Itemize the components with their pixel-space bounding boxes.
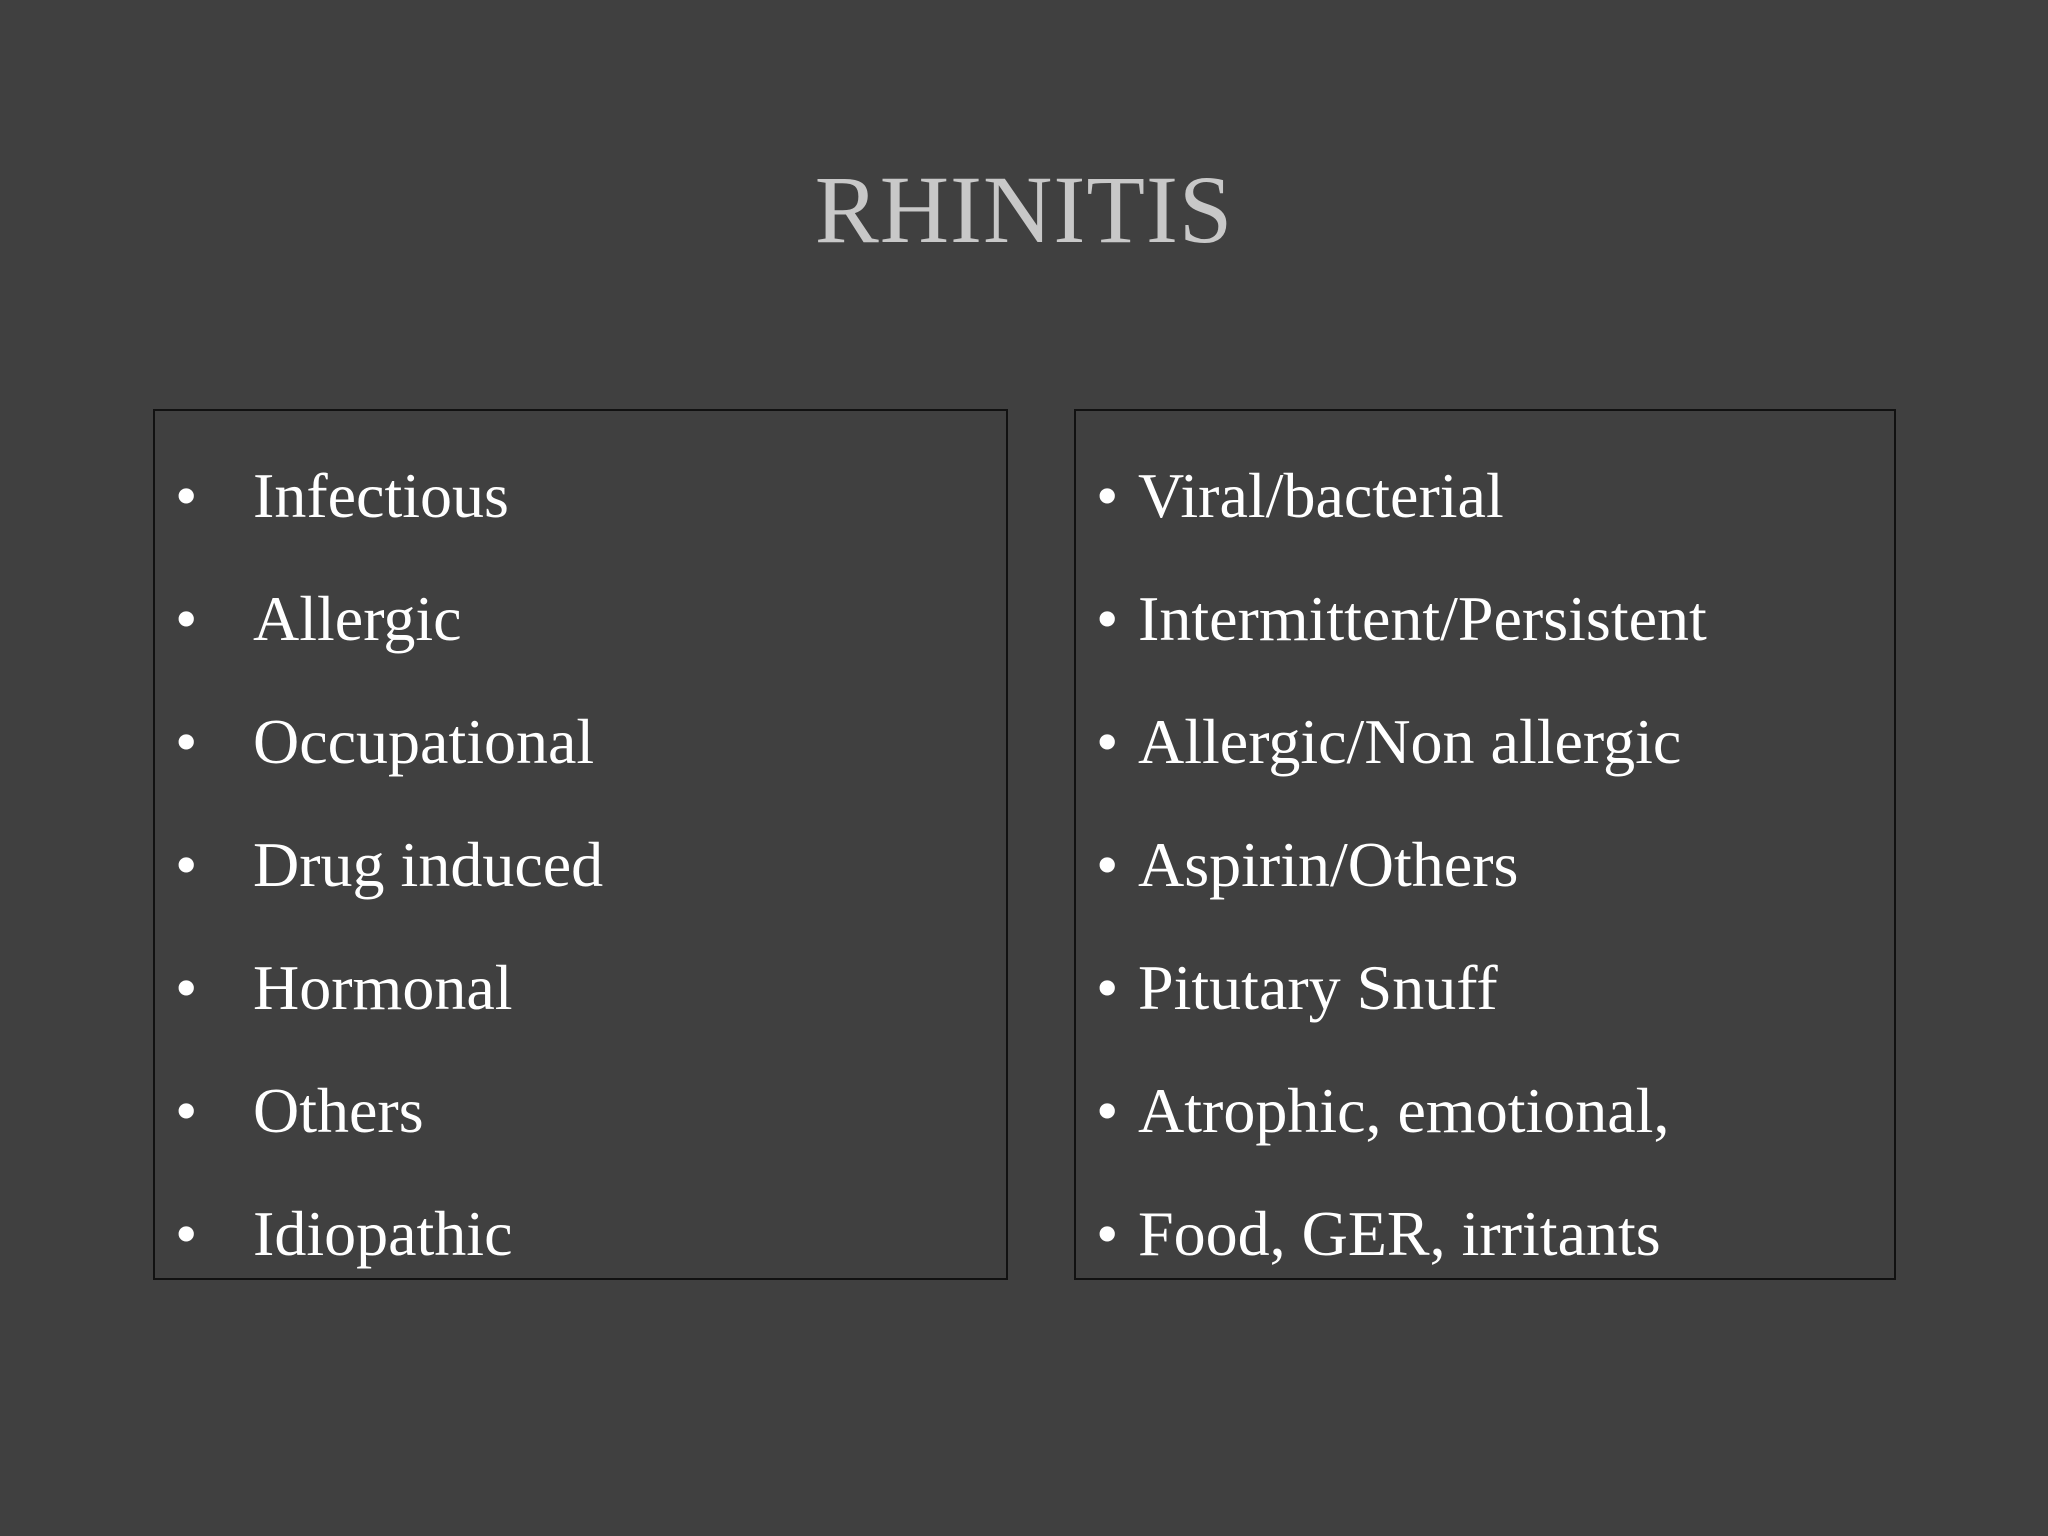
list-item-label: Aspirin/Others bbox=[1138, 829, 1519, 900]
list-item-label: Food, GER, irritants bbox=[1138, 1198, 1661, 1269]
list-item-label: Allergic/Non allergic bbox=[1138, 706, 1682, 777]
list-item bbox=[155, 451, 1006, 574]
bullet-icon: • bbox=[1096, 583, 1119, 654]
list-item bbox=[1076, 574, 1894, 697]
bullet-icon: • bbox=[175, 706, 198, 777]
list-item bbox=[1076, 820, 1894, 943]
list-item bbox=[155, 1189, 1006, 1312]
list-item-label: Idiopathic bbox=[253, 1198, 513, 1269]
list-item bbox=[1076, 943, 1894, 1066]
bullet-icon: • bbox=[1096, 1075, 1119, 1146]
list-item-label: Others bbox=[253, 1075, 424, 1146]
rhinitis-subtypes-list bbox=[1076, 451, 1894, 1312]
bullet-icon: • bbox=[1096, 706, 1119, 777]
list-item bbox=[1076, 697, 1894, 820]
bullet-icon: • bbox=[1096, 1198, 1119, 1269]
list-item bbox=[1076, 1066, 1894, 1189]
bullet-icon: • bbox=[175, 952, 198, 1023]
bullet-icon: • bbox=[1096, 829, 1119, 900]
list-item-label: Viral/bacterial bbox=[1138, 460, 1504, 531]
slide-title: RHINITIS bbox=[814, 156, 1234, 263]
bullet-icon: • bbox=[175, 583, 198, 654]
list-item-label: Intermittent/Persistent bbox=[1138, 583, 1707, 654]
rhinitis-types-box bbox=[153, 409, 1008, 1280]
list-item bbox=[1076, 1189, 1894, 1312]
list-item bbox=[155, 943, 1006, 1066]
list-item-label: Allergic bbox=[253, 583, 462, 654]
list-item-label: Occupational bbox=[253, 706, 595, 777]
list-item bbox=[155, 1066, 1006, 1189]
list-item bbox=[1076, 451, 1894, 574]
bullet-icon: • bbox=[1096, 952, 1119, 1023]
list-item bbox=[155, 697, 1006, 820]
rhinitis-types-list bbox=[155, 451, 1006, 1312]
bullet-icon: • bbox=[175, 1075, 198, 1146]
list-item-label: Infectious bbox=[253, 460, 509, 531]
bullet-icon: • bbox=[1096, 460, 1119, 531]
bullet-icon: • bbox=[175, 829, 198, 900]
bullet-icon: • bbox=[175, 460, 198, 531]
list-item bbox=[155, 820, 1006, 943]
list-item-label: Atrophic, emotional, bbox=[1138, 1075, 1670, 1146]
list-item bbox=[155, 574, 1006, 697]
bullet-icon: • bbox=[175, 1198, 198, 1269]
list-item-label: Pitutary Snuff bbox=[1138, 952, 1498, 1023]
rhinitis-subtypes-box bbox=[1074, 409, 1896, 1280]
list-item-label: Hormonal bbox=[253, 952, 513, 1023]
list-item-label: Drug induced bbox=[253, 829, 604, 900]
